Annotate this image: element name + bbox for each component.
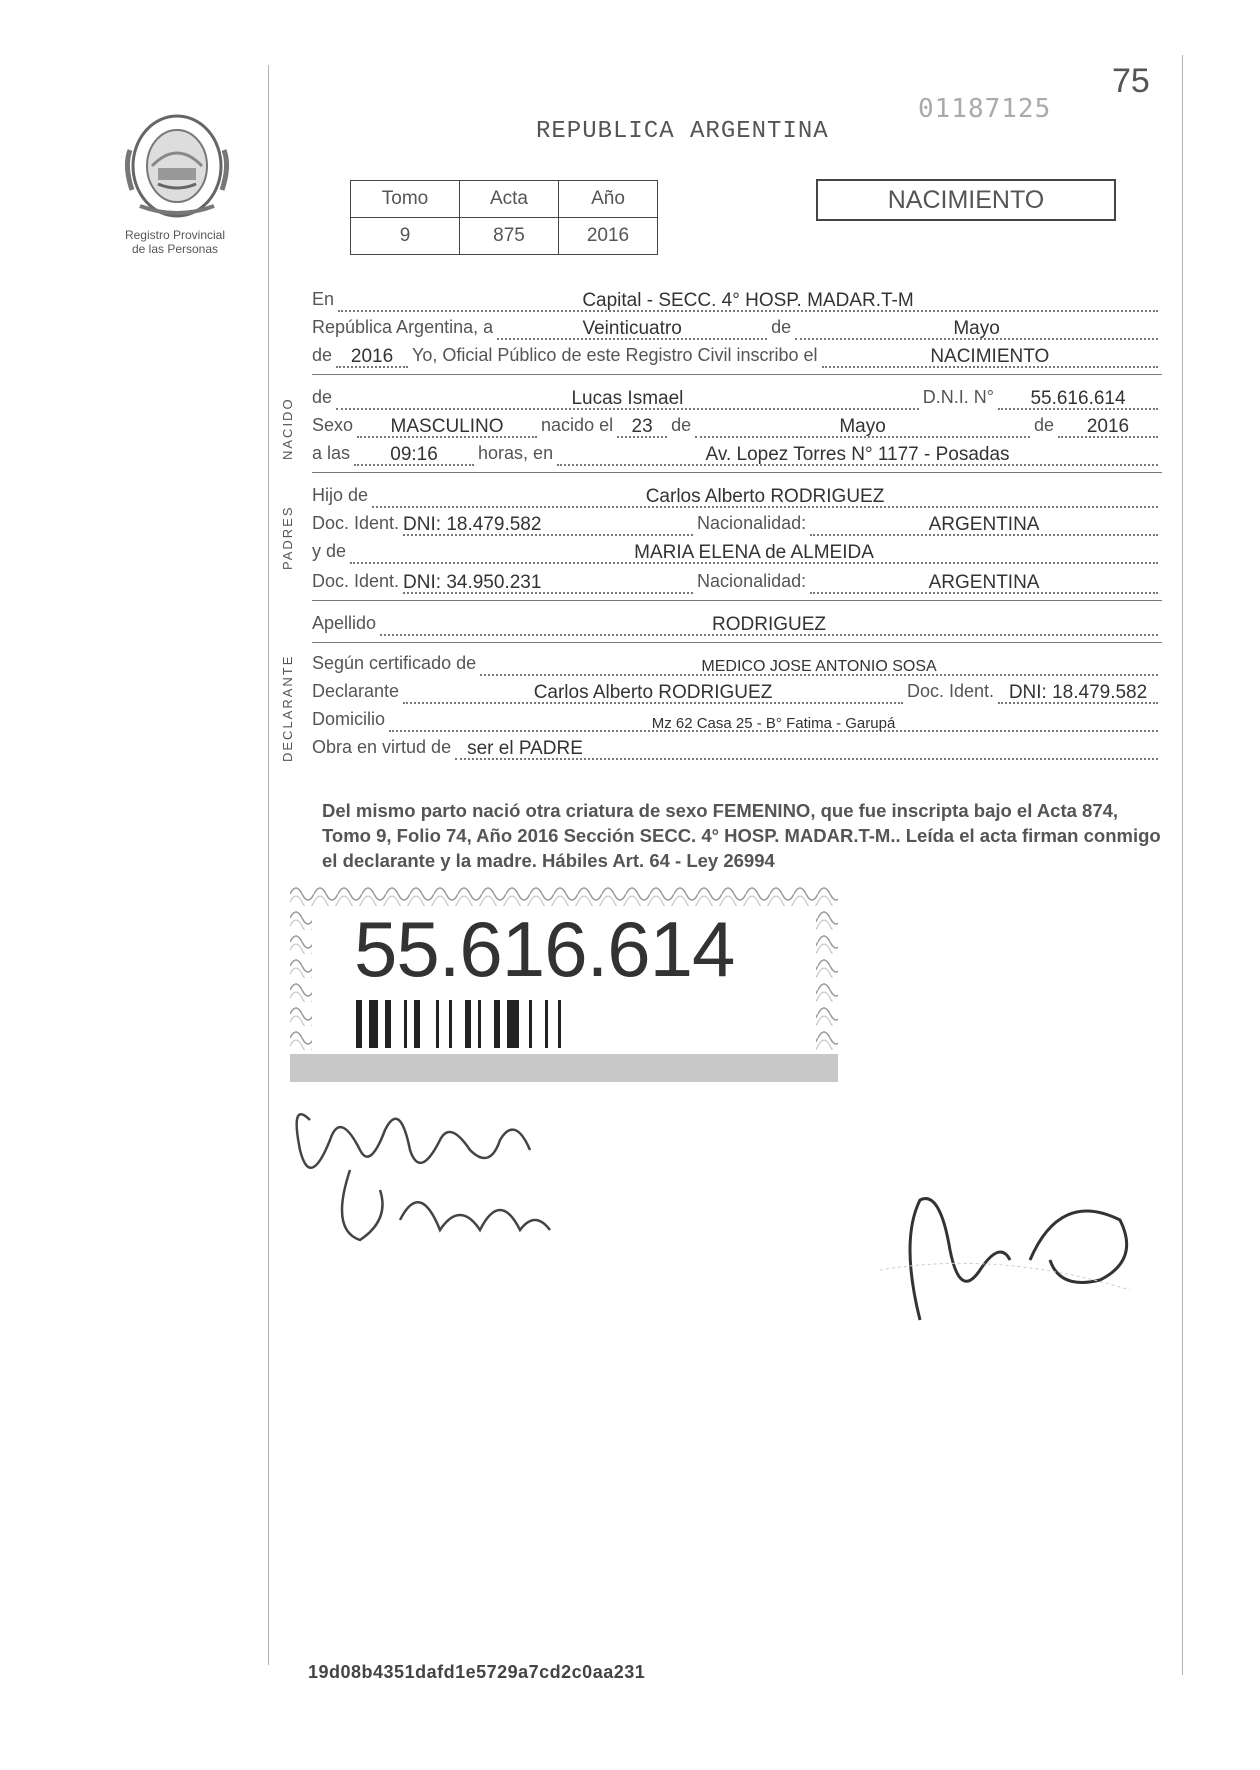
row-certificado [312,650,1162,676]
row-nombre [312,384,1162,410]
padre-nac-label: Nacionalidad: [697,513,807,533]
nombre-value: Lucas Ismael [571,388,684,409]
row-domicilio [312,706,1162,732]
nacido-el-label: nacido el [541,415,614,435]
nac-de1: de [671,415,692,435]
padre-doc: DNI: 18.479.582 [403,514,542,535]
logo-caption [100,228,250,256]
row-hora [312,440,1162,466]
obra-label: Obra en virtud de [312,737,452,757]
row-oficial [312,342,1162,368]
madre-nac: ARGENTINA [928,572,1040,593]
right-margin-rule [1182,55,1183,1675]
serial-number: 01187125 [918,94,1052,124]
obra-value: ser el PADRE [467,738,583,759]
country-title: REPUBLICA ARGENTINA [536,118,829,145]
nombre-label: de [312,387,333,407]
separator-1 [312,374,1162,375]
horas-en-label: horas, en [478,443,554,463]
left-margin-rule [268,65,269,1665]
logo-caption-line2: de las Personas [131,242,219,256]
sexo-label: Sexo [312,415,354,435]
domicilio-label: Domicilio [312,709,386,729]
en-value: Capital - SECC. 4° HOSP. MADAR.T-M [582,290,914,311]
barcode-bar [385,1000,391,1048]
page-number: 75 [1112,62,1150,100]
separator-2 [312,472,1162,473]
observation-note: Del mismo parto nació otra criatura de sexo FEMENINO, que fue inscripta bajo el Acta 874, Tomo 9, Folio 74, Año 2016 Sección SECC. 4° HOSP. MADAR.T-M.. Leída el acta firman conmigo el declarante y la madre. Hábiles Art. 64 - Ley 26994 [322,800,1161,871]
barcode-bar [507,1000,519,1048]
declarante-value: Carlos Alberto RODRIGUEZ [533,682,773,703]
anio-value: 2016 [559,218,658,255]
y-de-label: y de [312,541,347,561]
row-en [312,286,1162,312]
act-type-box: NACIMIENTO [816,179,1116,221]
logo-caption-line1: Registro Provincial [124,228,226,242]
certificado-label: Según certificado de [312,653,477,673]
province-seal-logo [118,110,236,222]
row-declarante [312,678,1162,704]
side-label-nacido: NACIDO [280,397,295,460]
anio-de-label: de [312,345,333,365]
dni-sticker [290,882,838,1082]
madre-doc-label: Doc. Ident. [312,571,400,591]
hora-value: 09:16 [390,444,438,465]
barcode-bar [558,1000,561,1048]
apellido-value: RODRIGUEZ [712,614,827,635]
dni-label: D.N.I. N° [922,387,994,407]
row-apellido [312,610,1162,636]
anio-header: Año [559,181,658,218]
row-hijo-de [312,482,1162,508]
oficial-text: Yo, Oficial Público de este Registro Civil inscribo el [412,345,818,365]
barcode-bar [414,1000,420,1048]
mes-value: Mayo [953,318,1000,339]
madre-value: MARIA ELENA de ALMEIDA [634,542,874,563]
decl-doc-value: DNI: 18.479.582 [1008,682,1148,703]
barcode-bar [545,1000,548,1048]
side-label-declarante: DECLARANTE [280,654,295,762]
barcode-bar [449,1000,452,1048]
row-sexo [312,412,1162,438]
hijo-de-label: Hijo de [312,485,369,505]
madre-nac-label: Nacionalidad: [697,571,807,591]
domicilio-value: Mz 62 Casa 25 - B° Fatima - Garupá [651,715,896,732]
barcode-bar [494,1000,500,1048]
padre-nac: ARGENTINA [928,514,1040,535]
lugar-value: Av. Lopez Torres N° 1177 - Posadas [705,444,1010,465]
row-fecha [312,314,1162,340]
a-las-label: a las [312,443,351,463]
decl-doc-label: Doc. Ident. [906,681,994,701]
nac-anio: 2016 [1086,416,1130,437]
madre-doc: DNI: 34.950.231 [403,572,542,593]
row-y-de [312,538,1162,564]
acta-header: Acta [460,181,559,218]
padre-doc-label: Doc. Ident. [312,513,400,533]
row-madre-doc [312,568,1162,594]
row-obra [312,734,1162,760]
tomo-value: 9 [351,218,460,255]
nac-dia: 23 [631,416,653,437]
certificado-value: MEDICO JOSE ANTONIO SOSA [701,658,937,675]
row-padre-doc [312,510,1162,536]
barcode [356,1000,776,1048]
official-signature [880,1180,1140,1335]
barcode-bar [436,1000,439,1048]
padre-value: Carlos Alberto RODRIGUEZ [645,486,885,507]
barcode-bar [465,1000,471,1048]
barcode-bar [478,1000,481,1048]
barcode-bar [356,1000,362,1048]
separator-3 [312,600,1162,601]
dni-value: 55.616.614 [1030,388,1126,409]
barcode-bar [404,1000,407,1048]
dia-value: Veinticuatro [582,318,682,339]
tomo-header: Tomo [351,181,460,218]
inscribe-value: NACIMIENTO [930,346,1050,367]
document-hash: 19d08b4351dafd1e5729a7cd2c0aa231 [308,1662,646,1682]
barcode-bar [369,1000,378,1048]
separator-4 [312,642,1162,643]
declarant-signature [290,1080,610,1265]
apellido-label: Apellido [312,613,377,633]
republica-label: República Argentina, a [312,317,494,337]
sexo-value: MASCULINO [390,416,504,437]
en-label: En [312,289,335,309]
barcode-bar [529,1000,532,1048]
side-label-padres: PADRES [280,505,295,570]
declarante-label: Declarante [312,681,400,701]
reference-table [350,180,658,255]
de-label: de [771,317,792,337]
nac-mes: Mayo [839,416,886,437]
anio-value: 2016 [350,346,394,367]
acta-value: 875 [460,218,559,255]
sticker-number: 55.616.614 [354,905,735,993]
nac-de2: de [1033,415,1054,435]
